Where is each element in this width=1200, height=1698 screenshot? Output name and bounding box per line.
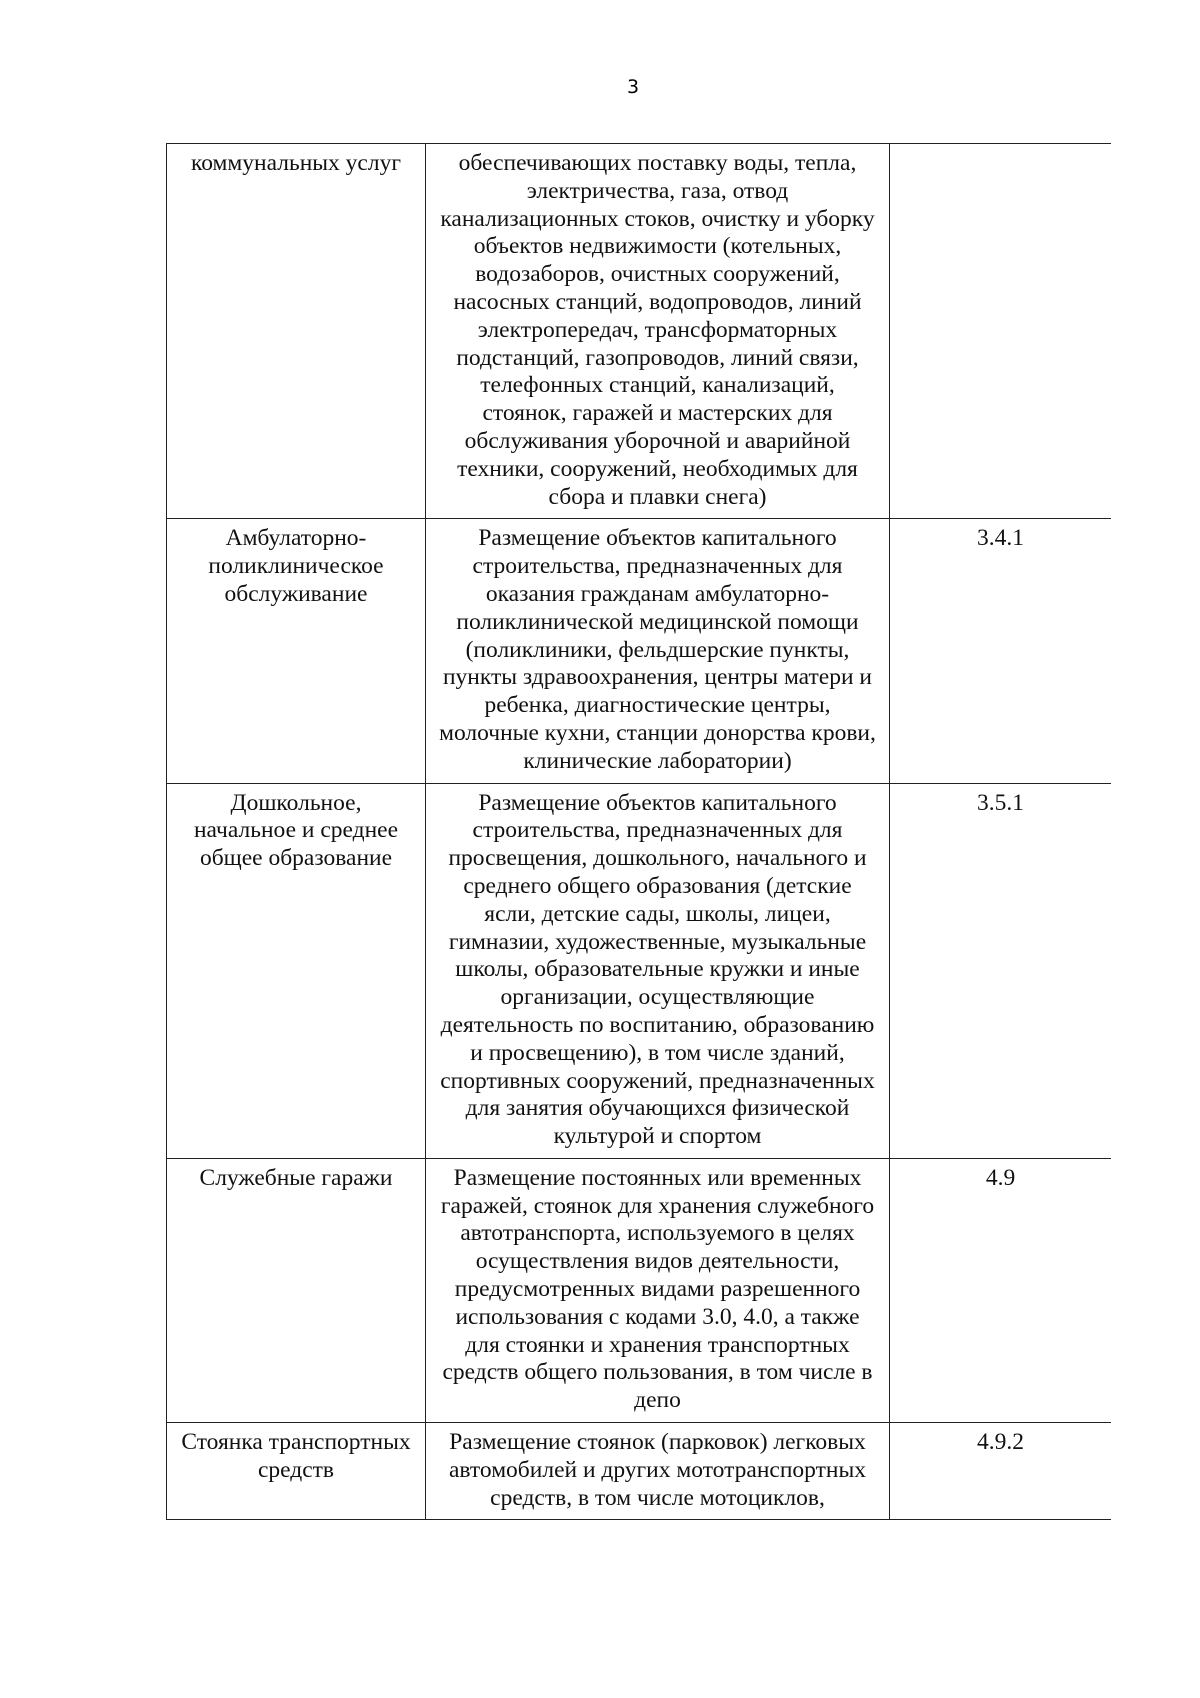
- description-cell: [426, 519, 890, 783]
- text-line: сбора и плавки снега): [548, 483, 767, 510]
- code-cell: [890, 1158, 1112, 1422]
- text-line: молочные кухни, станции донорства крови,: [439, 719, 876, 746]
- use-name: [174, 150, 418, 178]
- text-line: депо: [634, 1387, 681, 1414]
- text-line: начальное и среднее: [193, 817, 399, 844]
- text-line: телефонных станций, канализаций,: [480, 372, 835, 399]
- text-line: ясли, детские сады, школы, лицеи,: [484, 900, 831, 927]
- use-description: [433, 1429, 882, 1512]
- text-line: Размещение объектов капитального: [478, 789, 837, 816]
- description-cell: [426, 1158, 890, 1422]
- use-name: [174, 1165, 418, 1193]
- use-name-cell: [167, 144, 426, 519]
- table-row: [167, 1158, 1112, 1422]
- text-line: просвещения, дошкольного, начального и: [448, 845, 867, 872]
- text-line: строительства, предназначенных для: [472, 553, 843, 580]
- use-code: 4.9: [985, 1164, 1016, 1191]
- text-line: для стоянки и хранения транспортных: [465, 1331, 850, 1358]
- use-description: [433, 525, 882, 775]
- text-line: средств общего пользования, в том числе в: [442, 1359, 873, 1386]
- text-line: стоянок, гаражей и мастерских для: [482, 400, 833, 427]
- code-cell: [890, 1423, 1112, 1520]
- text-line: и просвещению), в том числе зданий,: [470, 1039, 845, 1066]
- text-line: коммунальных услуг: [191, 150, 401, 176]
- text-line: электричества, газа, отвод: [526, 177, 789, 204]
- text-line: для занятия обучающихся физической: [465, 1095, 850, 1122]
- use-name: [174, 790, 418, 873]
- use-name-cell: [167, 519, 426, 783]
- text-line: строительства, предназначенных для: [472, 817, 843, 844]
- use-code: 4.9.2: [977, 1429, 1024, 1456]
- text-line: гаражей, стоянок для хранения служебного: [440, 1192, 875, 1219]
- text-line: гимназии, художественные, музыкальные: [448, 928, 867, 955]
- table-row: [167, 144, 1112, 519]
- text-line: канализационных стоков, очистку и уборку: [440, 205, 875, 232]
- text-line: предусмотренных видами разрешенного: [454, 1276, 861, 1303]
- text-line: клинические лаборатории): [523, 747, 792, 774]
- table-row: [167, 783, 1112, 1158]
- text-line: обслуживание: [224, 580, 368, 607]
- text-line: деятельность по воспитанию, образованию: [440, 1011, 875, 1038]
- use-code: 3.5.1: [977, 789, 1024, 816]
- use-name-cell: [167, 783, 426, 1158]
- text-line: техники, сооружений, необходимых для: [457, 455, 858, 482]
- text-line: средств, в том числе мотоциклов,: [490, 1484, 825, 1511]
- use-name: [174, 1429, 418, 1485]
- text-line: обеспечивающих поставку воды, тепла,: [458, 150, 857, 176]
- text-line: использования с кодами 3.0, 4.0, а также: [455, 1303, 860, 1330]
- text-line: Служебные гаражи: [199, 1164, 393, 1191]
- use-name-cell: [167, 1423, 426, 1520]
- text-line: культурой и спортом: [553, 1123, 762, 1150]
- text-line: насосных станций, водопроводов, линий: [453, 288, 862, 315]
- page-number: 3: [626, 76, 640, 98]
- use-description: [433, 150, 882, 511]
- text-line: (поликлиники, фельдшерские пункты,: [465, 636, 850, 663]
- text-line: Дошкольное,: [230, 789, 362, 816]
- use-name-cell: [167, 1158, 426, 1422]
- text-line: организации, осуществляющие: [500, 984, 815, 1011]
- text-line: пункты здравоохранения, центры матери и: [442, 664, 872, 691]
- text-line: поликлинической медицинской помощи: [456, 608, 859, 635]
- text-line: Размещение объектов капитального: [478, 525, 837, 552]
- table-row: [167, 519, 1112, 783]
- code-cell: [890, 783, 1112, 1158]
- land-use-table: [166, 143, 1111, 1520]
- text-line: Размещение постоянных или временных: [453, 1164, 862, 1191]
- text-line: электропередач, трансформаторных: [477, 316, 838, 343]
- use-description: [433, 790, 882, 1151]
- text-line: средств: [257, 1456, 335, 1483]
- text-line: подстанций, газопроводов, линий связи,: [456, 344, 859, 371]
- code-cell: [890, 144, 1112, 519]
- use-name: [174, 525, 418, 608]
- text-line: ребенка, диагностические центры,: [484, 692, 831, 719]
- text-line: объектов недвижимости (котельных,: [473, 233, 842, 260]
- text-line: спортивных сооружений, предназначенных: [440, 1067, 875, 1094]
- code-cell: [890, 519, 1112, 783]
- use-description: [433, 1165, 882, 1415]
- description-cell: [426, 1423, 890, 1520]
- text-line: Амбулаторно-: [225, 525, 367, 552]
- text-line: водозаборов, очистных сооружений,: [475, 261, 840, 288]
- text-line: автомобилей и других мототранспортных: [448, 1456, 866, 1483]
- description-cell: [426, 144, 890, 519]
- text-line: среднего общего образования (детские: [463, 872, 852, 899]
- document-table-container: [166, 143, 1111, 1567]
- text-line: общее образование: [199, 845, 393, 872]
- use-code: 3.4.1: [977, 525, 1024, 552]
- text-line: автотранспорта, используемого в целях: [460, 1220, 855, 1247]
- table-row: [167, 1423, 1112, 1520]
- text-line: Размещение стоянок (парковок) легковых: [449, 1429, 866, 1456]
- text-line: осуществления видов деятельности,: [475, 1248, 840, 1275]
- text-line: оказания гражданам амбулаторно-: [485, 580, 830, 607]
- text-line: школы, образовательные кружки и иные: [455, 956, 860, 983]
- text-line: поликлиническое: [208, 553, 384, 580]
- text-line: Стоянка транспортных: [181, 1429, 411, 1456]
- text-line: обслуживания уборочной и аварийной: [464, 427, 851, 454]
- description-cell: [426, 783, 890, 1158]
